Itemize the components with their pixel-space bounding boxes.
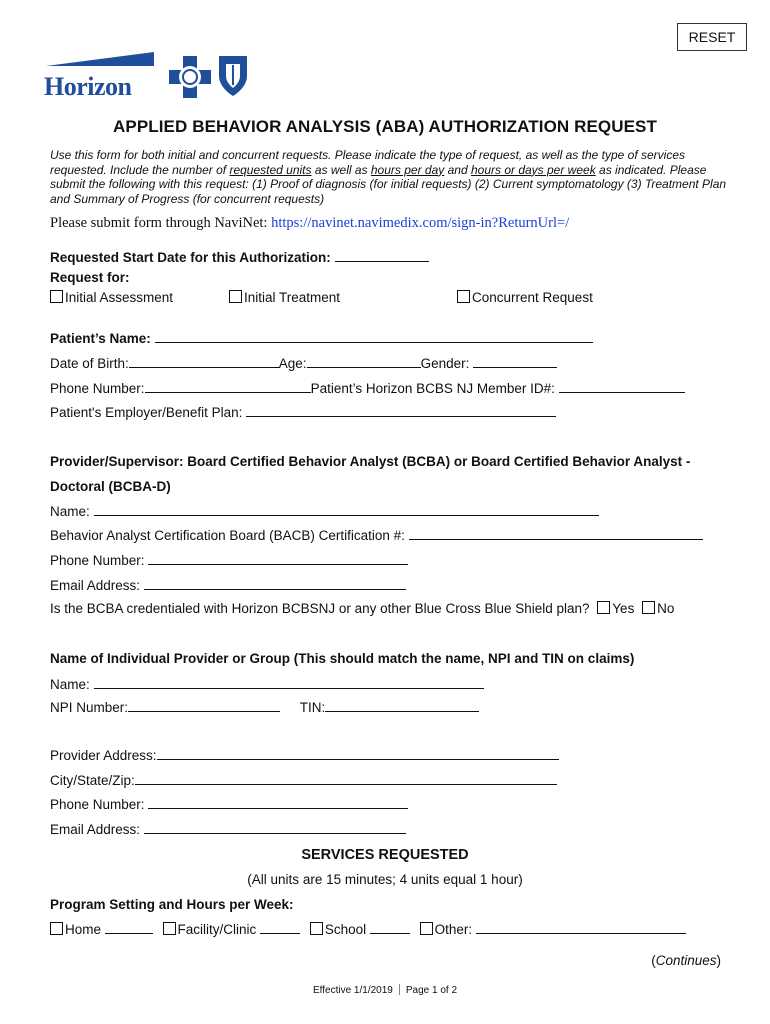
bacb-field[interactable] (409, 527, 703, 540)
dob-field[interactable] (129, 355, 279, 368)
bcba-phone-field[interactable] (148, 552, 408, 565)
navinet-link[interactable]: https://navinet.navimedix.com/sign-in?ReturnUrl=/ (271, 215, 570, 231)
group-email-field[interactable] (144, 821, 406, 834)
horizon-logo (44, 52, 249, 104)
request-option-initial-treatment: Initial Treatment (229, 290, 340, 305)
group-phone-field[interactable] (148, 796, 408, 809)
concurrent-request-checkbox[interactable] (457, 290, 470, 303)
start-date-field[interactable] (335, 249, 429, 262)
provider-heading-cont: Doctoral (BCBA-D) (50, 479, 171, 494)
group-name-row: Name: (50, 676, 484, 692)
gender-field[interactable] (473, 355, 557, 368)
intro-text: Use this form for both initial and concurrent requests. Please indicate the type of request, as well as the type of services requested. Include the number of requested units as well as hours per day and hours or days per week as indicated. Please submit the following with this request: (1) Proof of diagnosis (for initial requests) (2) Current symptomatology (3) Treatment Plan and Summary of Progress (for concurrent requests) (50, 148, 727, 206)
effective-date: Effective 1/1/2019 (312, 985, 393, 996)
group-name-field[interactable] (94, 676, 484, 689)
city-state-zip-row: City/State/Zip: (50, 772, 557, 788)
member-id-field[interactable] (559, 380, 685, 393)
city-state-zip-field[interactable] (135, 772, 557, 785)
credential-no-checkbox[interactable] (642, 601, 655, 614)
bcba-phone-row: Phone Number: (50, 552, 408, 568)
logo-wordmark: Horizon (44, 72, 132, 101)
form-title: APPLIED BEHAVIOR ANALYSIS (ABA) AUTHORIZATION REQUEST (113, 117, 657, 136)
bcba-email-field[interactable] (144, 577, 406, 590)
facility-hours-field[interactable] (260, 921, 300, 934)
bacb-row: Behavior Analyst Certification Board (BACB) Certification #: (50, 527, 703, 543)
request-option-initial-assessment: Initial Assessment (50, 290, 173, 305)
home-hours-field[interactable] (105, 921, 153, 934)
page-footer (0, 984, 770, 996)
bcba-name-row: Name: (50, 503, 599, 519)
start-date-row: Requested Start Date for this Authorization: (50, 249, 429, 265)
group-email-row: Email Address: (50, 821, 406, 837)
home-checkbox[interactable] (50, 922, 63, 935)
npi-tin-row: NPI Number: TIN: (50, 699, 479, 715)
request-option-concurrent: Concurrent Request (457, 290, 593, 305)
provider-address-field[interactable] (157, 747, 559, 760)
npi-field[interactable] (128, 699, 280, 712)
group-heading: Name of Individual Provider or Group (This should match the name, NPI and TIN on claims) (50, 651, 635, 666)
patient-phone-field[interactable] (145, 380, 311, 393)
school-checkbox[interactable] (310, 922, 323, 935)
bcba-email-row: Email Address: (50, 577, 406, 593)
initial-assessment-checkbox[interactable] (50, 290, 63, 303)
dob-row: Date of Birth: Age: Gender: (50, 355, 557, 371)
program-settings-row: Home Facility/Clinic School Other: (50, 921, 686, 937)
credential-yes-checkbox[interactable] (597, 601, 610, 614)
employer-field[interactable] (246, 404, 556, 417)
request-for-label: Request for: (50, 270, 130, 285)
bcba-name-field[interactable] (94, 503, 599, 516)
age-field[interactable] (307, 355, 421, 368)
school-hours-field[interactable] (370, 921, 410, 934)
group-phone-row: Phone Number: (50, 796, 408, 812)
employer-row: Patient's Employer/Benefit Plan: (50, 404, 556, 420)
patient-name-field[interactable] (155, 330, 593, 343)
facility-checkbox[interactable] (163, 922, 176, 935)
credential-question-row: Is the BCBA credentialed with Horizon BCBSNJ or any other Blue Cross Blue Shield plan? Yes No (50, 601, 675, 616)
provider-heading: Provider/Supervisor: Board Certified Behavior Analyst (BCBA) or Board Certified Behavior Analyst - (50, 454, 691, 469)
initial-treatment-checkbox[interactable] (229, 290, 242, 303)
reset-button[interactable]: RESET (677, 23, 747, 51)
continues-note: (Continues) (651, 953, 721, 968)
navinet-instruction: Please submit form through NaviNet: https://navinet.navimedix.com/sign-in?ReturnUrl=/ (50, 215, 570, 231)
other-checkbox[interactable] (420, 922, 433, 935)
program-setting-label: Program Setting and Hours per Week: (50, 897, 294, 912)
services-heading: SERVICES REQUESTED (301, 847, 469, 863)
tin-field[interactable] (325, 699, 479, 712)
page-number: Page 1 of 2 (405, 985, 458, 996)
units-note: (All units are 15 minutes; 4 units equal 1 hour) (247, 872, 523, 887)
provider-address-row: Provider Address: (50, 747, 559, 763)
other-field[interactable] (476, 921, 686, 934)
patient-name-row: Patient’s Name: (50, 330, 593, 346)
phone-member-row: Phone Number: Patient’s Horizon BCBS NJ Member ID#: (50, 380, 685, 396)
